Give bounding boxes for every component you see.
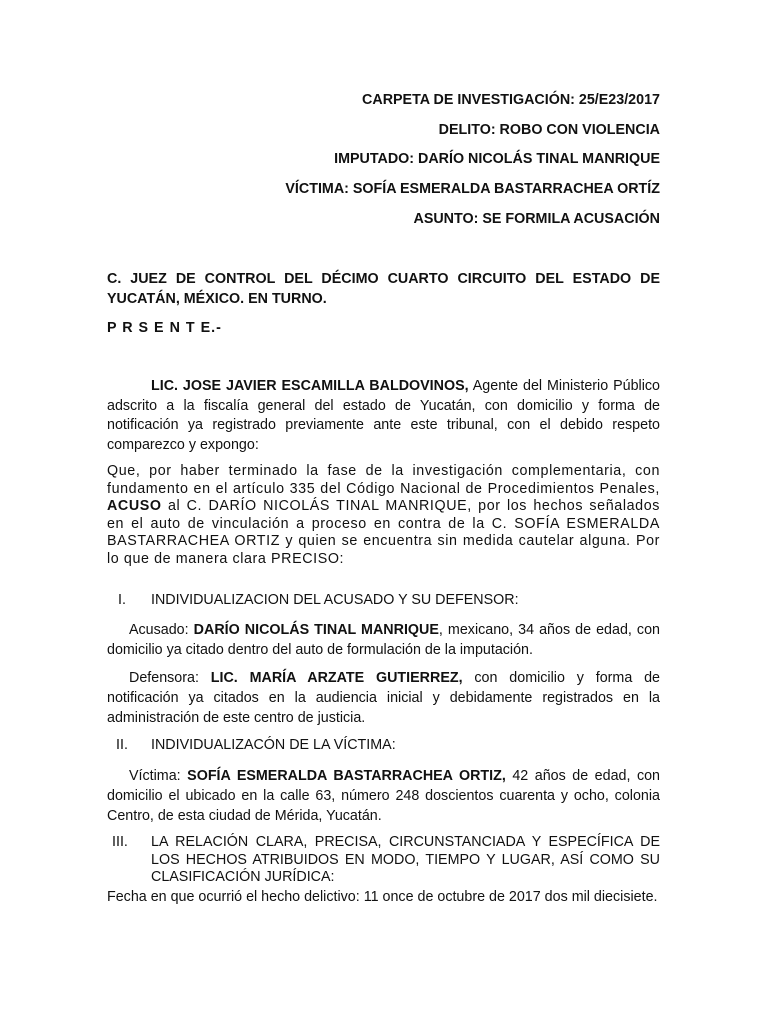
intro-paragraph bbox=[107, 377, 660, 455]
victim-line: VÍCTIMA: SOFÍA ESMERALDA BASTARRACHEA ORTÍZ bbox=[285, 181, 660, 197]
section-1-title: INDIVIDUALIZACION DEL ACUSADO Y SU DEFENSOR: bbox=[151, 592, 519, 608]
defender-name: LIC. MARÍA ARZATE GUTIERREZ, bbox=[210, 670, 463, 686]
victim-text: 42 años de edad, con domicilio el ubicado en la calle 63, número 248 doscientos cuarenta y ocho, colonia Centro, de esta ciudad de Mérida, Yucatán. bbox=[107, 768, 660, 824]
intro-text: Agente del Ministerio Público adscrito a la fiscalía general del estado de Yucatán, con domicilio y forma de notificación ya registrado previamente ante este tribunal, con el debido respeto comparezco y expongo: bbox=[107, 378, 660, 453]
section-3-title: LA RELACIÓN CLARA, PRECISA, CIRCUNSTANCIADA Y ESPECÍFICA DE LOS HECHOS ATRIBUIDOS EN MODO, TIEMPO Y LUGAR, ASÍ COMO SU CLASIFICACIÓN JURÍDICA: bbox=[151, 834, 660, 885]
defender-label: Defensora: bbox=[129, 670, 211, 686]
accused-line: IMPUTADO: DARÍO NICOLÁS TINAL MANRIQUE bbox=[334, 151, 660, 167]
date-paragraph: Fecha en que ocurrió el hecho delictivo: 11 once de octubre de 2017 dos mil diecisiete. bbox=[107, 889, 658, 905]
accused-label: Acusado: bbox=[129, 622, 194, 638]
case-file-number: CARPETA DE INVESTIGACIÓN: 25/E23/2017 bbox=[362, 92, 660, 108]
statement-paragraph bbox=[107, 463, 660, 568]
victim-label: Víctima: bbox=[129, 768, 188, 784]
section-2-number: II. bbox=[116, 737, 128, 753]
accused-name: DARÍO NICOLÁS TINAL MANRIQUE bbox=[193, 622, 439, 638]
section-3-number: III. bbox=[112, 834, 128, 850]
accused-paragraph bbox=[107, 620, 660, 660]
section-2-title: INDIVIDUALIZACÓN DE LA VÍCTIMA: bbox=[151, 737, 396, 753]
subject-line: ASUNTO: SE FORMILA ACUSACIÓN bbox=[413, 211, 660, 227]
statement-part1: Que, por haber terminado la fase de la investigación complementaria, con fundamento en el artículo 335 del Código Nacional de Procedimientos Penales, bbox=[107, 463, 660, 497]
victim-name: SOFÍA ESMERALDA BASTARRACHEA ORTIZ, bbox=[187, 768, 506, 784]
addressee-judge: C. JUEZ DE CONTROL DEL DÉCIMO CUARTO CIRCUITO DEL ESTADO DE YUCATÁN, MÉXICO. EN TURNO. bbox=[107, 271, 660, 307]
defender-paragraph bbox=[107, 668, 660, 728]
presente-line: P R S E N T E.- bbox=[107, 320, 222, 336]
accused-text: , mexicano, 34 años de edad, con domicilio ya citado dentro del auto de formulación de la imputación. bbox=[107, 622, 660, 658]
prosecutor-name: LIC. JOSE JAVIER ESCAMILLA BALDOVINOS, bbox=[151, 378, 469, 394]
acuso-word: ACUSO bbox=[107, 498, 162, 514]
crime-line: DELITO: ROBO CON VIOLENCIA bbox=[438, 122, 660, 138]
section-1-number: I. bbox=[118, 592, 126, 608]
victim-paragraph bbox=[107, 766, 660, 826]
statement-part2: al C. DARÍO NICOLÁS TINAL MANRIQUE, por los hechos señalados en el auto de vinculación a proceso en contra de la C. SOFÍA ESMERALDA BASTARRACHEA ORTIZ y quien se encuentra sin medida cautelar alguna. Por lo que de manera clara PRECISO: bbox=[107, 498, 660, 567]
defender-text: con domicilio y forma de notificación ya citados en la audiencia inicial y debidamente registrados en la administración de este centro de justicia. bbox=[107, 670, 660, 726]
